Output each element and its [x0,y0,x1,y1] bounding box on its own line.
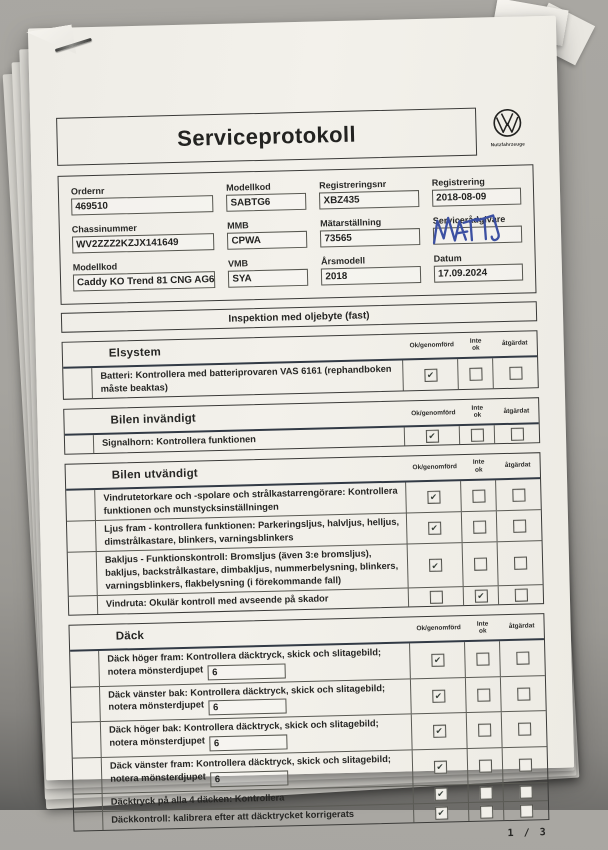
row-text-cell [92,361,403,399]
field-mmb [227,219,308,250]
field-label: Modellkod [73,259,216,272]
cell-inte-ok [463,587,498,605]
form-header [56,106,533,166]
field-label: VMB [228,257,308,269]
checkbox-ok-genomford[interactable]: ✔ [428,559,441,572]
field-label: Ordernr [71,183,214,196]
field-value-box[interactable] [320,228,420,247]
field-value: 2018 [322,271,347,283]
column-header-ok-genomford: Ok/genomförd [405,341,459,350]
checkbox-ok-genomford[interactable]: ✔ [433,760,446,773]
spacer [196,414,407,419]
section-body [66,479,543,615]
section-elsystem [62,330,539,400]
cell-ok-genomford [406,512,462,544]
field-value: 17.09.2024 [435,267,487,279]
field-registreringsnr [319,178,419,209]
row-gutter [70,651,100,686]
checkbox-ok-genomford[interactable]: ✔ [427,490,440,503]
spacer [198,468,408,473]
checkbox-atgardat[interactable] [510,427,523,440]
field-value: SABTG6 [227,197,270,209]
cell-inte-ok [467,784,502,802]
row-gutter [67,521,97,552]
field-value: 2018-08-09 [433,191,486,203]
cell-atgardat [500,676,546,712]
checkbox-inte-ok[interactable] [477,688,490,701]
column-header-inte-ok: Inte ok [459,337,493,353]
cell-ok-genomford [407,544,463,588]
section-bilen-invandigt [63,397,540,454]
vw-logo-icon [492,108,523,139]
cell-atgardat [492,357,538,388]
page-number: 1 / 3 [74,827,550,850]
field-value-box[interactable] [319,190,419,209]
section-dack [68,613,549,831]
cell-atgardat [496,510,542,541]
cell-atgardat [497,542,543,586]
column-header-inte-ok: Inte ok [460,404,494,420]
row-text: Däckkontroll: kalibrera efter att däcktrycket korrigerats [111,809,354,825]
column-header-inte-ok: Inte ok [462,459,496,475]
cell-atgardat [502,747,548,783]
cell-inte-ok [465,677,501,712]
cell-atgardat [501,711,547,747]
checkbox-ok-genomford[interactable]: ✔ [428,521,441,534]
field-label: Årsmodell [321,254,421,266]
cell-atgardat [494,424,539,443]
checkbox-inte-ok[interactable] [469,367,482,380]
section-title: Elsystem [63,346,161,360]
cell-ok-genomford [413,803,468,822]
field-label: Mätarställning [320,216,420,228]
row-gutter [68,553,98,597]
field-value-box[interactable] [226,193,306,212]
checkbox-inte-ok[interactable] [480,805,493,818]
inspection-banner: Inspektion med oljebyte (fast) [61,301,537,333]
checkbox-inte-ok[interactable] [472,489,485,502]
cell-atgardat [498,586,543,605]
checkbox-ok-genomford[interactable]: ✔ [424,368,437,381]
cell-inte-ok [461,511,497,542]
section-title: Bilen invändigt [64,413,196,428]
column-header-atgardat: åtgärdat [496,461,540,470]
field-value-box[interactable] [228,269,308,288]
brand-block [482,106,533,155]
row-text: Vindrutetorkare och -spolare och strålkastarrengörare: Kontrollera funktionen och munstycksinställningen [103,486,397,516]
cell-ok-genomford [405,481,461,513]
field-label: MMB [227,219,307,231]
field-label: Modellkod [226,181,306,193]
field-ordernr [71,183,214,215]
checkbox-atgardat[interactable] [514,588,527,601]
checkbox-inte-ok[interactable]: ✔ [474,589,487,602]
field-modellkod [226,181,307,212]
page-title: Serviceprotokoll [177,122,356,152]
cell-inte-ok [468,802,503,820]
cell-inte-ok [460,480,496,511]
spacer [144,629,412,636]
row-text: Däck höger fram: Kontrollera däcktryck, skick och slitagebild; notera mönsterdjupet [107,647,381,676]
field-arsmodell [321,254,421,285]
row-text: Däck vänster fram: Kontrollera däcktryck, skick och slitagebild; notera mönsterdjupet [110,754,391,784]
row-gutter [65,435,94,453]
row-gutter [69,596,98,614]
field-value-box[interactable] [72,233,215,253]
row-gutter [73,758,103,793]
row-gutter [74,812,103,830]
field-matarstallning [320,216,420,247]
row-text: Däcktryck på alla 4 däcken: Kontrollera [111,792,285,806]
checkbox-ok-genomford[interactable]: ✔ [431,653,444,666]
field-value: Caddy KO Trend 81 CNG AG6 [74,274,215,288]
field-value-box[interactable] [227,231,307,250]
checkbox-inte-ok[interactable] [478,724,491,737]
cell-inte-ok [467,748,503,783]
field-label: Registrering [432,176,521,188]
cell-inte-ok [459,426,494,444]
column-header-ok-genomford: Ok/genomförd [412,624,466,633]
cell-ok-genomford [412,749,468,785]
field-value-box[interactable] [321,266,421,285]
row-gutter [71,687,101,722]
brand-caption: Nutzfahrzeuge [491,141,525,147]
checkbox-ok-genomford[interactable]: ✔ [425,429,438,442]
checkbox-inte-ok[interactable] [479,786,492,799]
cell-inte-ok [464,641,500,676]
column-header-inte-ok: Inte ok [465,620,499,636]
field-modellkod [73,259,216,291]
field-value: CPWA [228,235,261,247]
field-label: Datum [434,252,523,264]
tread-depth-input[interactable]: 6 [209,734,287,751]
checkbox-ok-genomford[interactable]: ✔ [435,806,448,819]
checkbox-atgardat[interactable] [513,557,526,570]
spacer [161,346,405,352]
checkbox-atgardat[interactable] [519,785,532,798]
service-protocol-sheet [28,16,574,781]
field-label: Chassinummer [72,221,215,234]
field-serviceradgivare [433,214,523,245]
sections [62,330,550,831]
signature-scribble [428,202,531,250]
field-value: 469510 [72,201,108,213]
field-value-box[interactable] [73,271,216,291]
cell-inte-ok [462,543,498,587]
checkbox-atgardat[interactable] [517,687,530,700]
tread-depth-input[interactable]: 6 [210,770,288,787]
cell-ok-genomford [408,588,463,607]
checkbox-ok-genomford[interactable]: ✔ [432,689,445,702]
field-value: XBZ435 [320,195,359,207]
field-value-box[interactable] [71,195,214,215]
row-gutter [74,794,103,812]
title-box [56,108,477,166]
field-registrering [432,176,522,207]
field-chassinummer [72,221,215,253]
section-bilen-utvandigt [65,452,545,616]
checkbox-inte-ok[interactable] [473,520,486,533]
checkbox-ok-genomford[interactable]: ✔ [434,787,447,800]
column-header-ok-genomford: Ok/genomförd [408,463,462,472]
cell-ok-genomford [404,426,459,445]
column-header-atgardat: åtgärdat [493,339,537,348]
cell-atgardat [503,801,548,820]
column-header-atgardat: åtgärdat [494,407,538,416]
fields-grid [58,164,537,305]
field-label: Servicerådgivare [433,214,522,226]
cell-atgardat [495,479,541,510]
tread-depth-input[interactable]: 6 [207,663,285,680]
field-value: WV2ZZZ2KZJX141649 [73,237,179,251]
cell-ok-genomford [413,785,468,804]
section-title: Däck [70,630,145,644]
field-vmb [228,257,309,288]
checkbox-inte-ok[interactable] [470,428,483,441]
checkbox-atgardat[interactable] [509,366,522,379]
cell-ok-genomford [411,713,467,749]
form-content [29,46,576,850]
field-label: Registreringsnr [319,178,419,190]
row-text: Ljus fram - kontrollera funktionen: Parkeringsljus, halvljus, helljus, dimstrålkastare, blinkers, varningsblinkers [104,517,399,547]
row-gutter [72,722,102,757]
cell-ok-genomford [409,642,465,678]
checkbox-atgardat[interactable] [519,804,532,817]
checkbox-atgardat[interactable] [512,488,525,501]
checkbox-ok-genomford[interactable] [429,590,442,603]
section-body [70,640,548,830]
cell-inte-ok [466,713,502,748]
tread-depth-input[interactable]: 6 [208,699,286,716]
field-value-box[interactable] [434,264,523,283]
row-text: Däck höger bak: Kontrollera däcktryck, skick och slitagebild; notera mönsterdjupet [109,719,379,748]
field-datum [434,252,524,283]
checkbox-atgardat[interactable] [518,723,531,736]
section-title: Bilen utvändigt [66,467,198,482]
row-text-cell [97,545,408,595]
row-gutter [66,490,96,521]
checkbox-inte-ok[interactable] [473,558,486,571]
row-text: Vindruta: Okulär kontroll med avseende på skador [106,594,329,609]
cell-inte-ok [457,358,493,389]
cell-ok-genomford [410,678,466,714]
row-text: Batteri: Kontrollera med batteriprovaren VAS 6161 (rephandboken måste beaktas) [100,364,391,394]
column-header-atgardat: åtgärdat [500,622,544,631]
column-header-ok-genomford: Ok/genomförd [406,409,460,418]
cell-atgardat [499,640,545,676]
field-value: SYA [229,273,252,285]
row-text: Däck vänster bak: Kontrollera däcktryck, skick och slitagebild; notera mönsterdjupet [108,683,385,712]
checkbox-ok-genomford[interactable]: ✔ [433,725,446,738]
checkbox-inte-ok[interactable] [476,652,489,665]
checkbox-atgardat[interactable] [518,758,531,771]
checkbox-inte-ok[interactable] [478,759,491,772]
row-text: Signalhorn: Kontrollera funktionen [102,434,256,448]
row-text: Bakljus - Funktionskontroll: Bromsljus (även 3:e bromsljus), bakljus, backstrålkastare, dimbakljus, nummerbelysning, blinkers, varningsblinkers, flakbelysning (i förekommande fall) [105,549,398,591]
folded-corner [26,24,76,61]
cell-ok-genomford [402,359,458,391]
row-gutter [63,368,93,399]
checkbox-atgardat[interactable] [513,519,526,532]
field-value: 73565 [321,233,352,245]
checkbox-atgardat[interactable] [516,651,529,664]
cell-atgardat [502,783,547,802]
